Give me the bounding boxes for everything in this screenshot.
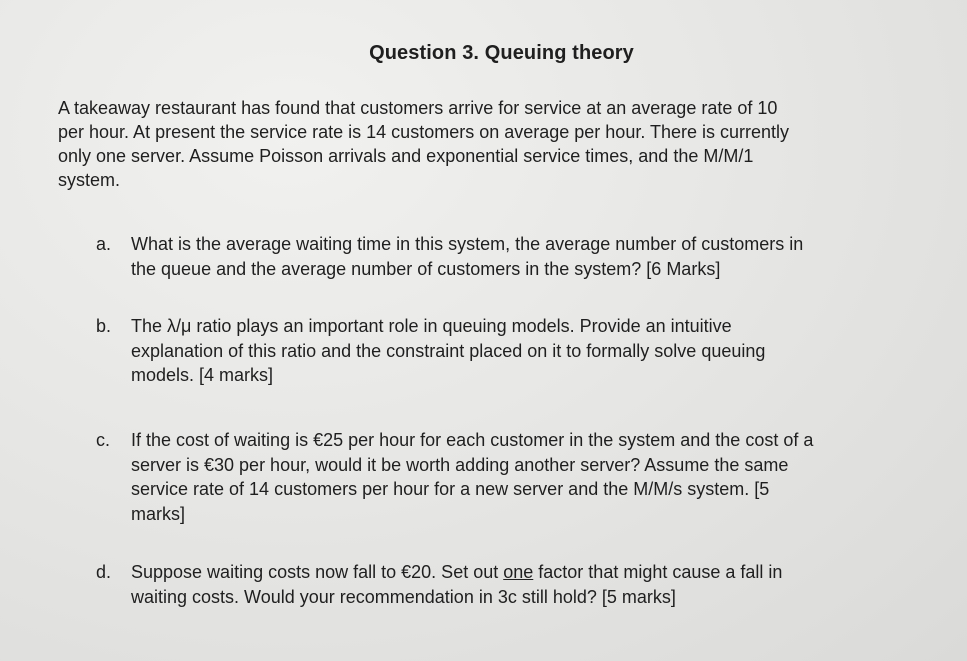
question-c-letter: c. — [96, 430, 111, 450]
question-line: the queue and the average number of customers in the system? [6 Marks] — [131, 258, 721, 279]
question-a-letter: a. — [96, 234, 112, 254]
question-line: The λ/μ ratio plays an important role in queuing models. Provide an intuitive — [131, 316, 732, 336]
intro-line: only one server. Assume Poisson arrivals and exponential service times, and the M/M/1 — [58, 146, 754, 166]
question-line: service rate of 14 customers per hour for a new server and the M/M/s system. [5 — [131, 479, 770, 499]
question-line: explanation of this ratio and the constraint placed on it to formally solve queuing — [131, 340, 766, 361]
question-line: marks] — [131, 503, 185, 524]
question-line: waiting costs. Would your recommendation in 3c still hold? [5 marks] — [131, 586, 676, 607]
question-line: If the cost of waiting is €25 per hour for each customer in the system and the cost of a — [131, 430, 814, 450]
question-a — [96, 232, 926, 281]
question-c-text — [131, 428, 926, 526]
question-d-underlined-word: one — [503, 562, 534, 582]
question-line: What is the average waiting time in this system, the average number of customers in — [131, 234, 804, 254]
question-d-line1-start: Suppose waiting costs now fall to €20. Set out — [131, 562, 504, 582]
question-b-text — [131, 314, 926, 388]
question-line: server is €30 per hour, would it be worth adding another server? Assume the same — [131, 454, 789, 475]
question-c — [96, 428, 926, 526]
intro-line: per hour. At present the service rate is 14 customers on average per hour. There is currently — [58, 122, 790, 142]
intro-paragraph — [58, 96, 928, 192]
intro-line: A takeaway restaurant has found that customers arrive for service at an average rate of 10 — [58, 98, 778, 118]
question-d-line1-end: factor that might cause a fall in — [533, 562, 783, 582]
question-line: models. [4 marks] — [131, 365, 274, 385]
question-d-letter: d. — [96, 562, 112, 582]
question-d — [96, 560, 926, 609]
question-a-text — [131, 232, 926, 281]
intro-line: system. — [58, 170, 121, 190]
question-b — [96, 314, 926, 388]
question-d-text — [131, 560, 926, 609]
question-b-letter: b. — [96, 316, 112, 336]
question-title: Question 3. Queuing theory — [369, 42, 634, 64]
question-line — [131, 560, 926, 585]
